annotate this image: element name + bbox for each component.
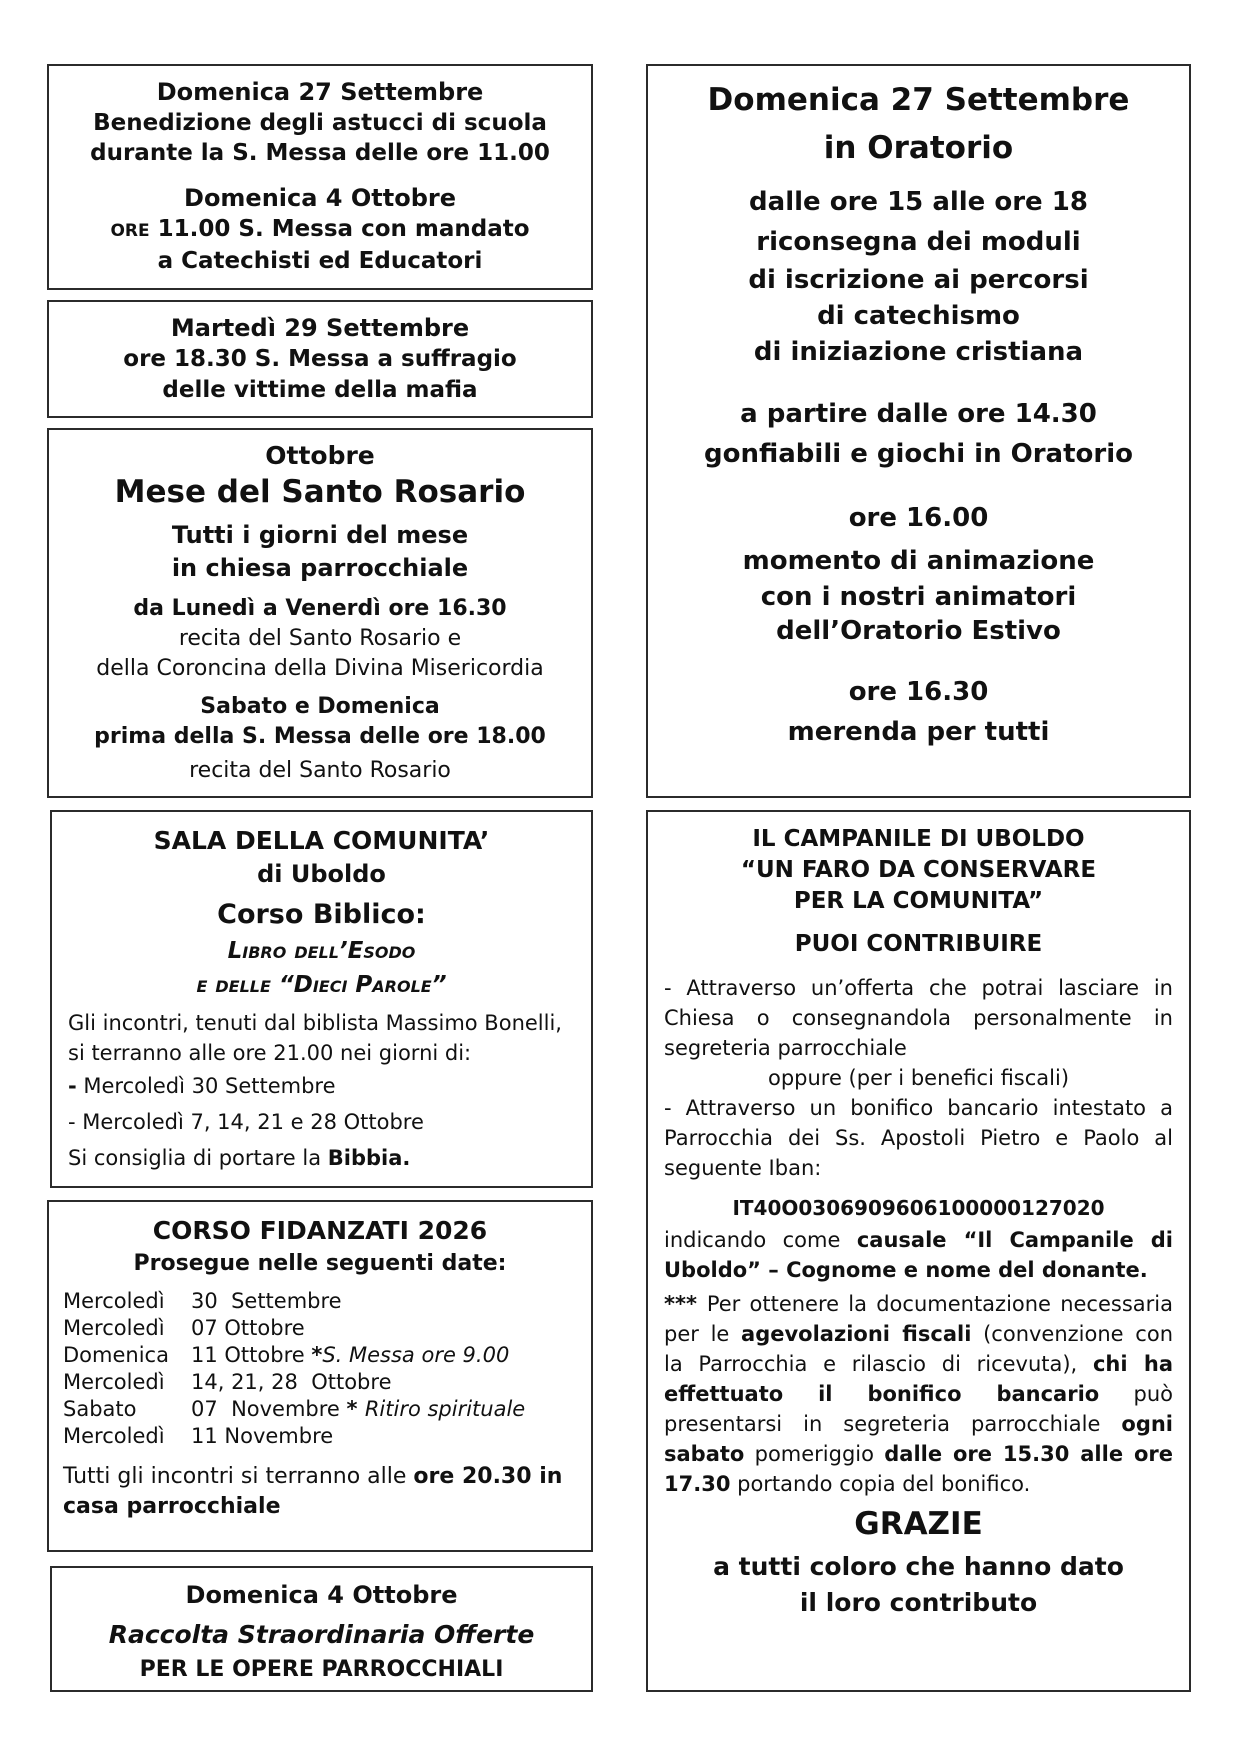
date-note-mark: * bbox=[311, 1343, 323, 1367]
campanile-title: IL CAMPANILE DI UBOLDO bbox=[752, 826, 1085, 852]
causale-text: indicando come bbox=[664, 1228, 857, 1252]
date-row bbox=[63, 1315, 577, 1342]
oratorio-title: in Oratorio bbox=[823, 130, 1014, 166]
notice-box-martedi-29 bbox=[47, 300, 593, 418]
p-text: pomeriggio bbox=[744, 1442, 885, 1466]
notice-footer bbox=[63, 1462, 577, 1522]
notice-line: PER LE OPERE PARROCCHIALI bbox=[139, 1657, 504, 1682]
date-day: Mercoledì bbox=[63, 1424, 165, 1448]
notice-line: ore 18.30 S. Messa a suffragio bbox=[123, 346, 517, 372]
oratorio-line: dalle ore 15 alle ore 18 bbox=[749, 187, 1088, 217]
notice-subtitle: di Uboldo bbox=[257, 860, 386, 888]
note-text: Si consiglia di portare la bbox=[68, 1146, 328, 1170]
p-bold: agevolazioni fiscali bbox=[741, 1322, 972, 1346]
oratorio-line: merenda per tutti bbox=[787, 717, 1050, 747]
causale bbox=[664, 1225, 1173, 1285]
notice-note bbox=[68, 1140, 575, 1176]
notice-line: durante la S. Messa delle ore 11.00 bbox=[90, 140, 550, 166]
date-day: Sabato bbox=[63, 1397, 137, 1421]
date-row bbox=[63, 1396, 577, 1423]
oratorio-line: momento di animazione bbox=[742, 546, 1095, 576]
date-value: 14, 21, 28 Ottobre bbox=[191, 1370, 392, 1394]
notice-desc: si terranno alle ore 21.00 nei giorni di: bbox=[68, 1041, 472, 1065]
notice-box-raccolta bbox=[50, 1566, 593, 1692]
date-day: Mercoledì bbox=[63, 1289, 165, 1313]
notice-title: Domenica 4 Ottobre bbox=[185, 1581, 458, 1609]
campanile-title: “UN FARO DA CONSERVARE bbox=[740, 857, 1097, 883]
notice-subtitle: Mese del Santo Rosario bbox=[114, 474, 526, 510]
notice-line-rest: 11.00 S. Messa con mandato bbox=[157, 216, 530, 242]
notice-title: SALA DELLA COMUNITA’ bbox=[153, 826, 490, 855]
date-value: 07 Novembre bbox=[191, 1397, 347, 1421]
date-value: 30 Settembre bbox=[191, 1289, 342, 1313]
oratorio-line: di catechismo bbox=[817, 301, 1020, 331]
date-value: 11 Ottobre bbox=[191, 1343, 312, 1367]
notice-line: Benedizione degli astucci di scuola bbox=[93, 110, 547, 136]
notice-title: Domenica 27 Settembre bbox=[156, 78, 484, 106]
oratorio-line: di iniziazione cristiana bbox=[753, 337, 1084, 367]
date-note-mark: * bbox=[346, 1397, 365, 1421]
campanile-paragraph bbox=[664, 1289, 1173, 1499]
date-value: 11 Novembre bbox=[191, 1424, 334, 1448]
grazie-line: a tutti coloro che hanno dato bbox=[713, 1552, 1124, 1581]
grazie-title: GRAZIE bbox=[854, 1506, 983, 1542]
p-bold: dalle ore 15.30 alle ore 17.30 bbox=[664, 1442, 1173, 1496]
notice-line: recita del Santo Rosario e bbox=[178, 626, 462, 651]
notice-box-sala-comunita bbox=[50, 810, 593, 1188]
date-day: Mercoledì bbox=[63, 1316, 165, 1340]
date-row bbox=[63, 1342, 577, 1369]
notice-line: recita del Santo Rosario bbox=[189, 758, 451, 783]
notice-line: da Lunedì a Venerdì ore 16.30 bbox=[133, 596, 507, 621]
notice-line: della Coroncina della Divina Misericordia bbox=[96, 656, 544, 681]
date-note: S. Messa ore 9.00 bbox=[322, 1343, 510, 1367]
causale-bold: causale “Il Campanile di Uboldo” – Cognome e nome del donante. bbox=[664, 1228, 1173, 1282]
date-value: 07 Ottobre bbox=[191, 1316, 305, 1340]
asterisks: *** bbox=[664, 1292, 707, 1316]
iban: IT40O0306909606100000127020 bbox=[732, 1196, 1105, 1220]
p-text: portando copia del bonifico. bbox=[730, 1472, 1031, 1496]
date-day: Mercoledì bbox=[63, 1370, 165, 1394]
p-text: (convenzione con la Parrocchia e rilascio di ricevuta), bbox=[664, 1322, 1173, 1376]
item-text: Mercoledì 30 Settembre bbox=[76, 1074, 336, 1098]
grazie-line: il loro contributo bbox=[799, 1588, 1038, 1617]
oratorio-line: di iscrizione ai percorsi bbox=[748, 265, 1089, 295]
campanile-oppure: oppure (per i benefici fiscali) bbox=[767, 1066, 1070, 1090]
notice-line: in chiesa parrocchiale bbox=[171, 554, 469, 582]
date-row bbox=[63, 1423, 577, 1450]
note-bold: Bibbia. bbox=[327, 1146, 411, 1170]
notice-line: prima della S. Messa delle ore 18.00 bbox=[94, 724, 546, 749]
oratorio-line: gonfiabili e giochi in Oratorio bbox=[704, 439, 1133, 469]
notice-subtitle: Prosegue nelle seguenti date: bbox=[133, 1251, 507, 1276]
campanile-paragraph: - Attraverso un’offerta che potrai lasciare in Chiesa o consegnandola personalmente in segreteria parrocchiale bbox=[664, 976, 1173, 1060]
oratorio-line: con i nostri animatori bbox=[760, 582, 1077, 612]
notice-line: delle vittime della mafia bbox=[162, 377, 478, 403]
date-note: Ritiro spirituale bbox=[364, 1397, 526, 1421]
p-bold: chi ha effettuato il bonifico bancario bbox=[664, 1352, 1173, 1406]
footer-bold: casa parrocchiale bbox=[63, 1494, 281, 1519]
footer-bold: ore 20.30 in bbox=[413, 1464, 563, 1489]
date-row bbox=[63, 1288, 577, 1315]
oratorio-title: Domenica 27 Settembre bbox=[707, 82, 1130, 118]
p-text: Per ottenere la documentazione necessaria per le bbox=[664, 1292, 1173, 1346]
notice-book-title: e delle “Dieci Parole” bbox=[196, 972, 447, 998]
dates-list bbox=[63, 1288, 577, 1450]
oratorio-line: ore 16.30 bbox=[848, 677, 989, 707]
p-text: può presentarsi in segreteria parrocchiale bbox=[664, 1382, 1173, 1436]
footer-text: Tutti gli incontri si terranno alle bbox=[63, 1464, 414, 1489]
date-day: Domenica bbox=[63, 1343, 169, 1367]
notice-title: Domenica 4 Ottobre bbox=[184, 184, 456, 212]
notice-course: Corso Biblico: bbox=[217, 899, 426, 930]
ore-prefix: ORE bbox=[110, 221, 150, 241]
oratorio-line: riconsegna dei moduli bbox=[756, 227, 1081, 257]
oratorio-line: a partire dalle ore 14.30 bbox=[740, 399, 1097, 429]
campanile-subtitle: PUOI CONTRIBUIRE bbox=[794, 931, 1043, 957]
notice-desc: Gli incontri, tenuti dal biblista Massimo Bonelli, bbox=[68, 1011, 562, 1035]
notice-title: Martedì 29 Settembre bbox=[170, 314, 470, 342]
notice-line bbox=[49, 214, 591, 246]
notice-box-campanile bbox=[646, 810, 1191, 1692]
p-bold: ogni sabato bbox=[664, 1412, 1173, 1466]
oratorio-line: dell’Oratorio Estivo bbox=[776, 616, 1061, 646]
notice-line: a Catechisti ed Educatori bbox=[157, 248, 483, 274]
date-row bbox=[63, 1369, 577, 1396]
notice-box-oratorio bbox=[646, 64, 1191, 798]
notice-list-item bbox=[68, 1068, 575, 1104]
oratorio-line: ore 16.00 bbox=[848, 503, 989, 533]
campanile-title: PER LA COMUNITA” bbox=[793, 888, 1044, 914]
notice-line: Sabato e Domenica bbox=[200, 694, 440, 719]
notice-box-rosario bbox=[47, 428, 593, 798]
dash: - bbox=[68, 1074, 77, 1098]
notice-box-corso-fidanzati bbox=[47, 1200, 593, 1552]
campanile-paragraph: - Attraverso un bonifico bancario intestato a Parrocchia dei Ss. Apostoli Pietro e Paolo al seguente Iban: bbox=[664, 1096, 1173, 1180]
notice-line: Raccolta Straordinaria Offerte bbox=[108, 1620, 535, 1649]
notice-book-title: Libro dell’Esodo bbox=[227, 938, 416, 964]
notice-box-domenica-27 bbox=[47, 64, 593, 290]
notice-list-item: - Mercoledì 7, 14, 21 e 28 Ottobre bbox=[68, 1110, 424, 1134]
notice-line: Tutti i giorni del mese bbox=[171, 521, 469, 549]
notice-title: Ottobre bbox=[265, 441, 375, 470]
notice-title: CORSO FIDANZATI 2026 bbox=[152, 1216, 488, 1245]
